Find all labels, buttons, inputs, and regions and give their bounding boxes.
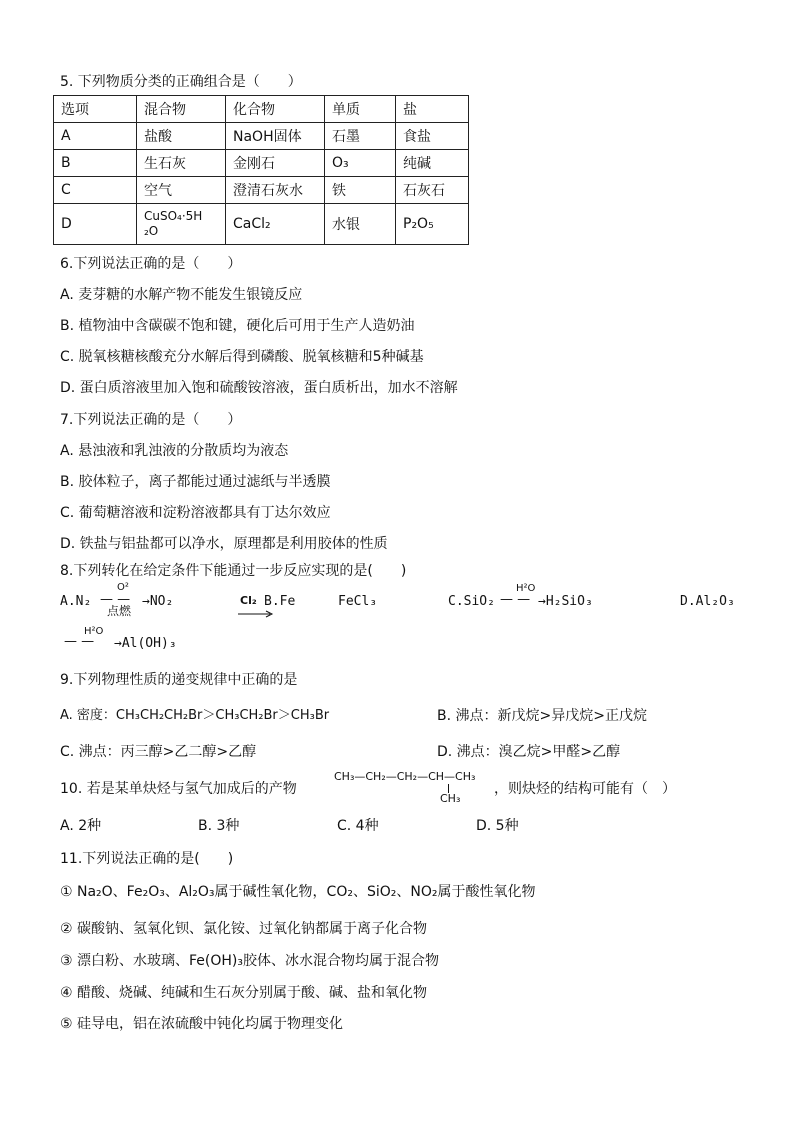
q10-option-b: B. 3种 [198, 818, 240, 834]
q9-option-b: B. 沸点：新戊烷>异戊烷>正戊烷 [437, 708, 647, 724]
q11-item-3: ③ 漂白粉、水玻璃、Fe(OH)₃胶体、冰水混合物均属于混合物 [60, 953, 439, 969]
arrow-icon: — — [64, 634, 95, 649]
q7-option-c: C. 葡萄糖溶液和淀粉溶液都具有丁达尔效应 [60, 505, 331, 521]
table-cell: B [54, 150, 137, 177]
q6-option-a: A. 麦芽糖的水解产物不能发生银镜反应 [60, 287, 303, 303]
table-header-row [54, 96, 469, 123]
header-cell: 盐 [396, 96, 469, 123]
header-cell: 混合物 [137, 96, 226, 123]
q8-option-d-product: →Al(OH)₃ [114, 636, 177, 651]
q7-stem: 7.下列说法正确的是（ ） [60, 412, 242, 428]
table-cell: 空气 [137, 177, 226, 204]
q8-option-b-label: B.Fe [264, 594, 296, 609]
q8-option-a-top: O² [117, 582, 129, 593]
table-row [54, 123, 469, 150]
table-cell: 铁 [325, 177, 396, 204]
q7-option-a: A. 悬浊液和乳浊液的分散质均为液态 [60, 443, 289, 459]
table-row [54, 150, 469, 177]
q10-option-c: C. 4种 [337, 818, 379, 834]
table-cell: 盐酸 [137, 123, 226, 150]
table-cell: 生石灰 [137, 150, 226, 177]
q11-item-2: ② 碳酸钠、氢氧化钡、氯化铵、过氧化钠都属于离子化合物 [60, 921, 427, 937]
q10-stem: 10. 若是某单炔烃与氢气加成后的产物 [60, 781, 297, 797]
table-cell: P₂O₅ [396, 204, 469, 245]
table-cell: O₃ [325, 150, 396, 177]
q6-stem: 6.下列说法正确的是（ ） [60, 256, 242, 272]
table-row [54, 177, 469, 204]
q8-option-b-top: Cl₂ [240, 594, 257, 607]
arrow-icon: — — [100, 592, 131, 607]
q11-item-5: ⑤ 硅导电，铝在浓硫酸中钝化均属于物理变化 [60, 1016, 343, 1032]
q9-option-c: C. 沸点：丙三醇>乙二醇>乙醇 [60, 744, 257, 760]
q10-structure-main: CH₃—CH₂—CH₂—CH—CH₃ [334, 770, 476, 783]
q5-stem: 5. 下列物质分类的正确组合是（ ） [60, 74, 302, 90]
table-cell: 金刚石 [226, 150, 325, 177]
q8-option-b-product: FeCl₃ [338, 594, 378, 609]
table-cell: CaCl₂ [226, 204, 325, 245]
table-cell: 石墨 [325, 123, 396, 150]
q8-option-c-label: C.SiO₂ [448, 594, 495, 609]
q8-option-a-label: A.N₂ [60, 594, 92, 609]
table-cell: 澄清石灰水 [226, 177, 325, 204]
arrow-icon: — — [500, 592, 531, 607]
header-cell: 选项 [54, 96, 137, 123]
q11-item-1: ① Na₂O、Fe₂O₃、Al₂O₃属于碱性氧化物，CO₂、SiO₂、NO₂属于酸性氧化物 [60, 884, 536, 900]
cell-text-line: ₂O [144, 224, 159, 238]
q7-option-d: D. 铁盐与铝盐都可以净水，原理都是利用胶体的性质 [60, 536, 388, 552]
table-cell: NaOH固体 [226, 123, 325, 150]
q8-option-d-top: H²O [84, 626, 104, 637]
q6-option-d: D. 蛋白质溶液里加入饱和硫酸铵溶液，蛋白质析出，加水不溶解 [60, 380, 458, 396]
q10-option-d: D. 5种 [476, 818, 519, 834]
q9-option-d: D. 沸点：溴乙烷>甲醛>乙醇 [437, 744, 621, 760]
q9-option-a: A. 密度：CH₃CH₂CH₂Br＞CH₃CH₂Br＞CH₃Br [60, 708, 330, 723]
q10-structure-branch: CH₃ [440, 792, 461, 805]
cell-text-line: CuSO₄·5H [144, 209, 203, 223]
q8-option-a-bottom: 点燃 [107, 604, 132, 618]
q10-stem-post: ，则炔烃的结构可能有（ ） [494, 781, 676, 797]
header-cell: 化合物 [226, 96, 325, 123]
q7-option-b: B. 胶体粒子，离子都能过通过滤纸与半透膜 [60, 474, 331, 490]
table-cell: 水银 [325, 204, 396, 245]
table-cell: C [54, 177, 137, 204]
q8-option-a-product: →NO₂ [142, 594, 174, 609]
classification-table [53, 95, 469, 245]
table-cell: 纯碱 [396, 150, 469, 177]
table-cell: 食盐 [396, 123, 469, 150]
arrow-icon [238, 609, 274, 619]
q8-option-c-top: H²O [516, 583, 536, 594]
q8-stem: 8.下列转化在给定条件下能通过一步反应实现的是( ) [60, 563, 407, 579]
q6-option-b: B. 植物油中含碳碳不饱和键，硬化后可用于生产人造奶油 [60, 318, 415, 334]
q8-option-d-label: D.Al₂O₃ [680, 594, 735, 609]
q11-item-4: ④ 醋酸、烧碱、纯碱和生石灰分别属于酸、碱、盐和氧化物 [60, 985, 427, 1001]
table-row [54, 204, 469, 245]
header-cell: 单质 [325, 96, 396, 123]
q10-option-a: A. 2种 [60, 818, 102, 834]
q11-stem: 11.下列说法正确的是( ) [60, 851, 234, 867]
table-cell: 石灰石 [396, 177, 469, 204]
table-cell [137, 204, 226, 245]
q9-stem: 9.下列物理性质的递变规律中正确的是 [60, 672, 298, 688]
table-cell: D [54, 204, 137, 245]
table-cell: A [54, 123, 137, 150]
q8-option-c-product: →H₂SiO₃ [538, 594, 593, 609]
q6-option-c: C. 脱氧核糖核酸充分水解后得到磷酸、脱氧核糖和5种碱基 [60, 349, 424, 365]
